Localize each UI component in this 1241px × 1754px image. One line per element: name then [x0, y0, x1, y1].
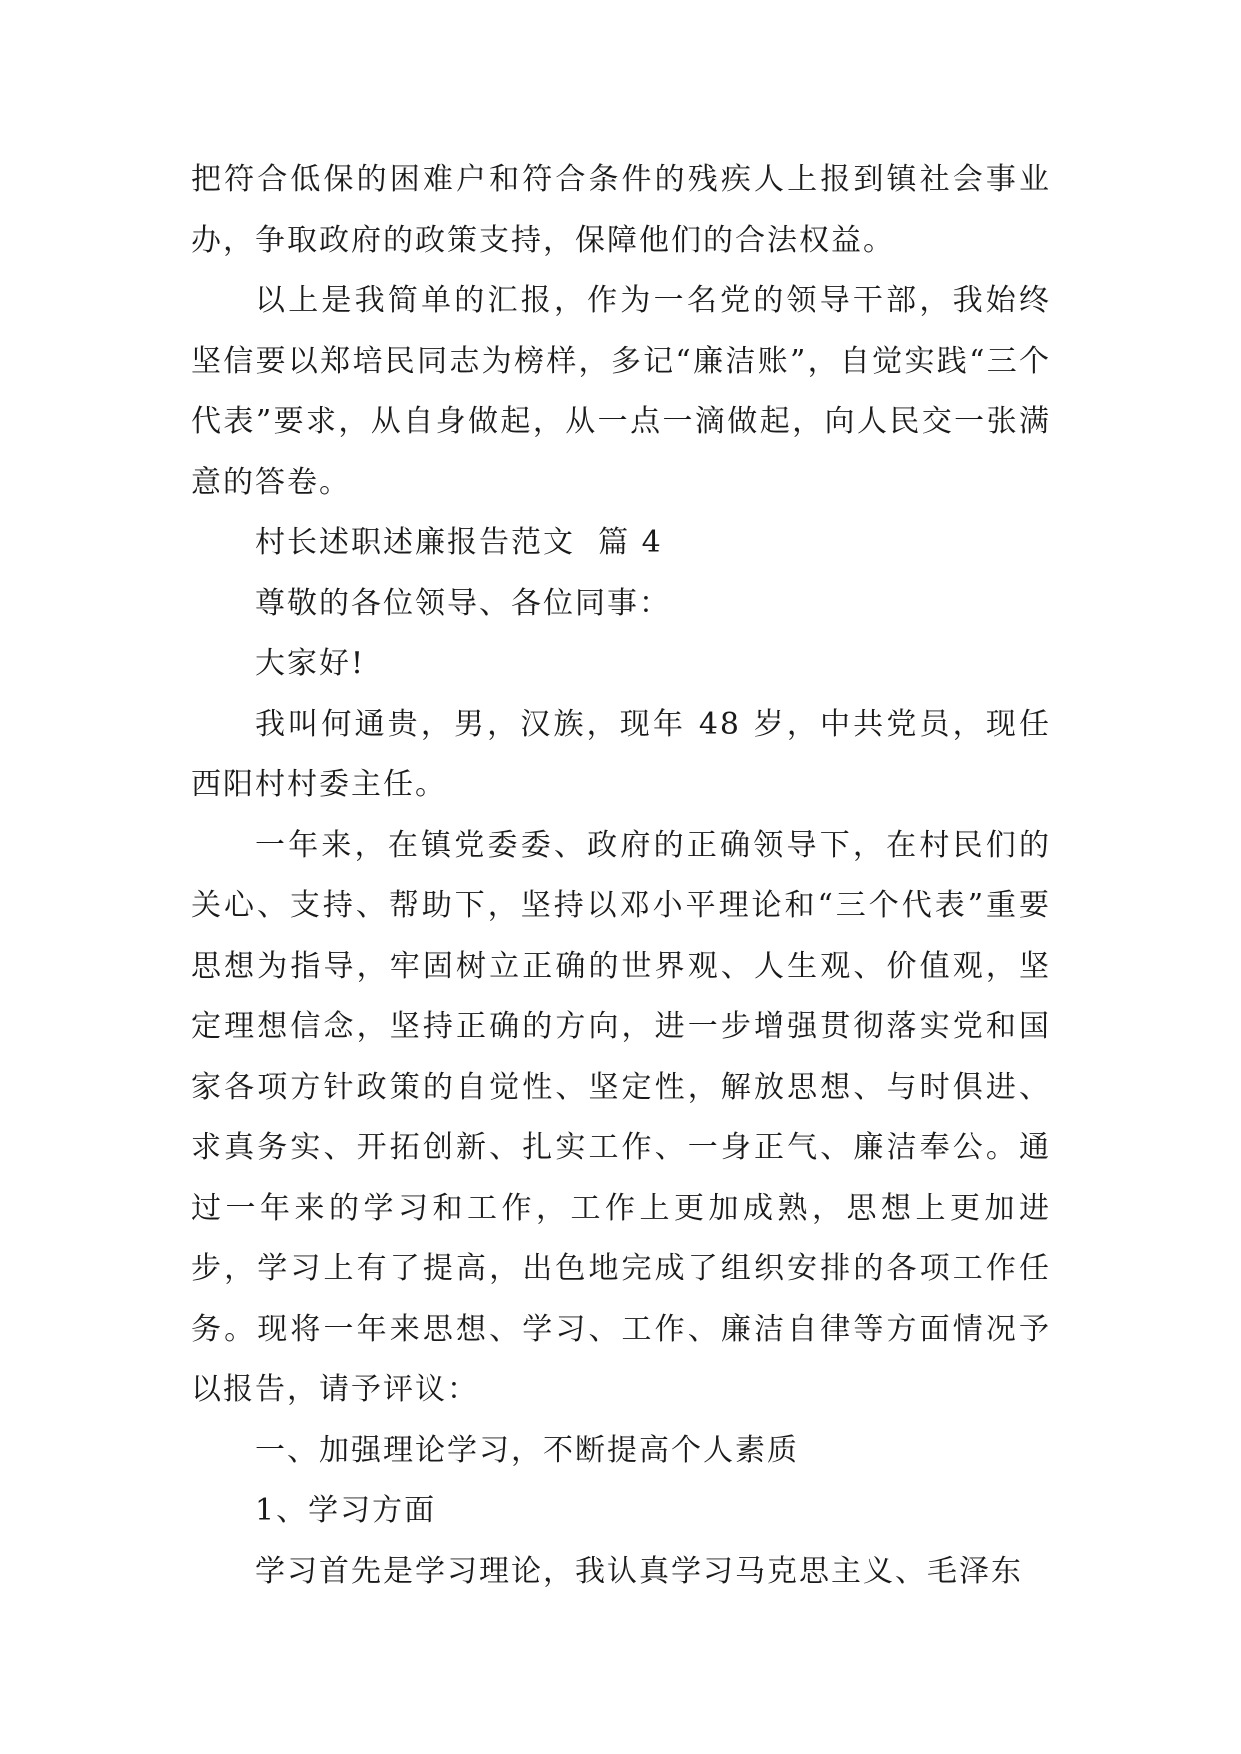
paragraph: 学习首先是学习理论，我认真学习马克思主义、毛泽东 [255, 1553, 1023, 1589]
paragraph: 我叫何通贵，男，汉族，现年 48 岁，中共党员，现任西阳村村委主任。 [191, 706, 1051, 802]
salutation: 尊敬的各位领导、各位同事： [255, 585, 671, 621]
paragraph: 一年来，在镇党委委、政府的正确领导下，在村民们的关心、支持、帮助下，坚持以邓小平理论和“三个代表”重要思想为指导，牢固树立正确的世界观、人生观、价值观，坚定理想信念，坚持正确的方向，进一步增强贯彻落实党和国家各项方针政策的自觉性、坚定性，解放思想、与时俱进、求真务实、开拓创新、扎实工作、一身正气、廉洁奉公。通过一年来的学习和工作，工作上更加成熟，思想上更加进步，学习上有了提高，出色地完成了组织安排的各项工作任务。现将一年来思想、学习、工作、廉洁自律等方面情况予以报告，请予评议： [191, 827, 1051, 1407]
greeting: 大家好! [255, 646, 366, 681]
section-heading: 村长述职述廉报告范文 篇 4 [255, 525, 663, 560]
paragraph: 以上是我简单的汇报，作为一名党的领导干部，我始终坚信要以郑培民同志为榜样，多记“廉洁账”，自觉实践“三个代表”要求，从自身做起，从一点一滴做起，向人民交一张满意的答卷。 [191, 283, 1051, 500]
subheading: 一、加强理论学习，不断提高个人素质 [255, 1432, 799, 1468]
subheading: 1、学习方面 [255, 1493, 437, 1528]
paragraph: 把符合低保的困难户和符合条件的残疾人上报到镇社会事业办，争取政府的政策支持，保障他们的合法权益。 [191, 162, 1051, 258]
document-body [191, 150, 1051, 1602]
